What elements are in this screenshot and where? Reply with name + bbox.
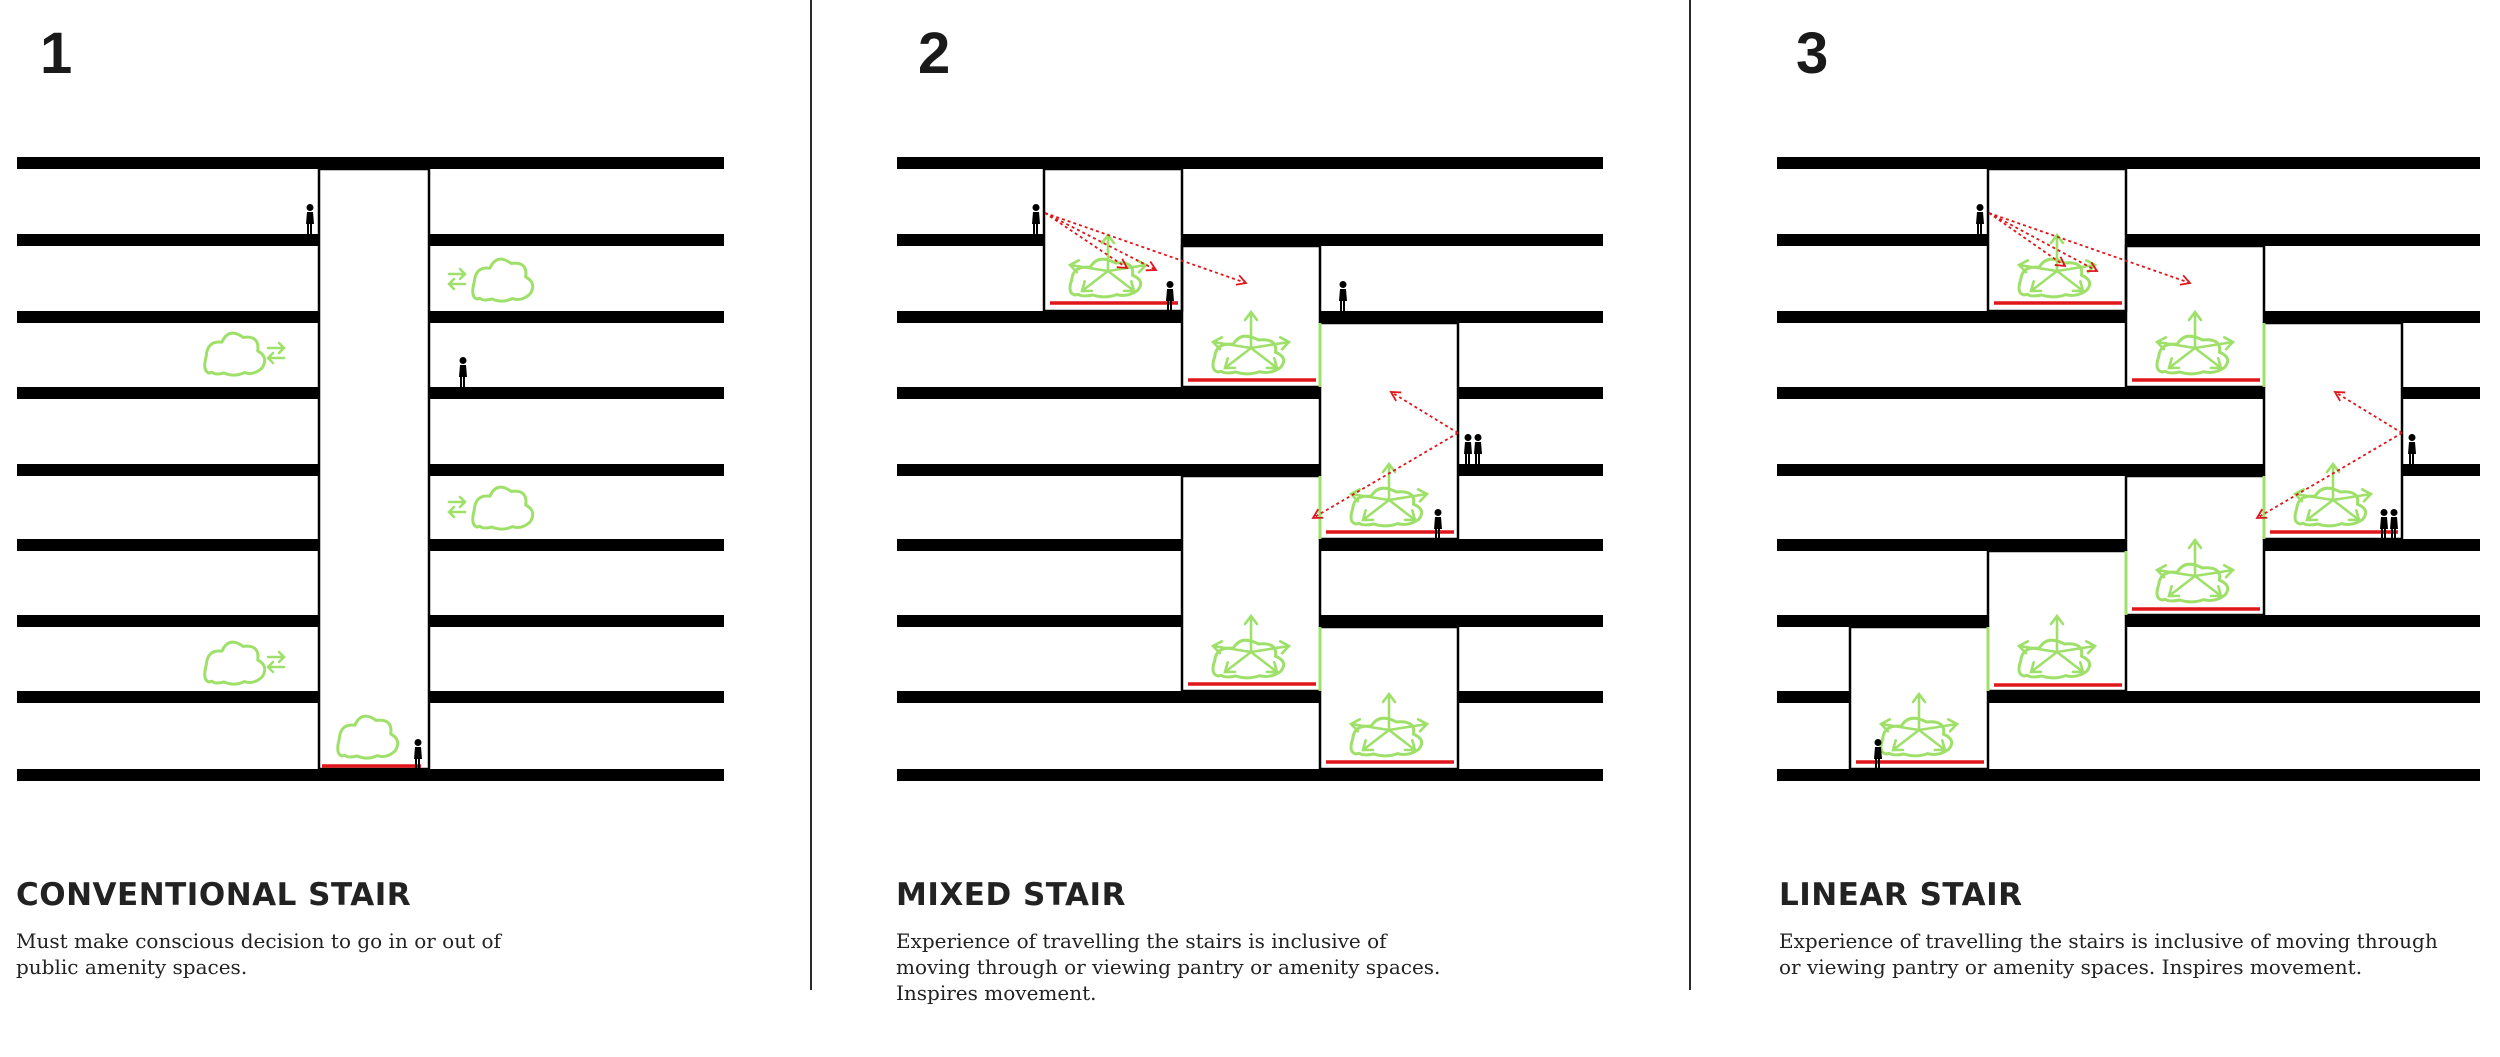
amenity-flow-arrow [2307,500,2333,520]
person-icon [1474,442,1482,464]
amenity-flow-arrow [1082,271,1108,291]
person-icon [1435,509,1442,516]
floor-slab [2126,234,2480,246]
person-icon [306,212,314,234]
panel-mixed-stair [880,0,1760,1057]
section-diagram-conventional [0,0,880,820]
stair-core-outline [1320,323,1458,539]
floor-slab [897,387,1320,399]
panel-number: 1 [40,21,73,86]
floor-slab [1777,387,2264,399]
sightline-arrowhead [2180,275,2190,284]
panel-description: Experience of travelling the stairs is inclusive of moving through or viewing pantry or amenity spaces. Inspires movement. [896,929,1441,1005]
panel-description: Must make conscious decision to go in or out of public amenity spaces. [16,929,501,979]
amenity-flow-arrow [2057,271,2083,291]
floor-slab [17,234,319,246]
amenity-flow-arrow [1251,652,1277,672]
panel-number: 2 [918,21,951,86]
amenity-flow-arrow [1389,730,1415,750]
sightline-arrowhead [1236,275,1246,284]
amenity-flow-arrow [1245,616,1257,652]
floor-slab [1320,615,1603,627]
stair-core-outline [1182,476,1320,691]
amenity-flow-arrow [2031,271,2057,291]
person-icon [2380,517,2388,539]
amenity-flow-arrow [1102,235,1114,271]
floor-slab [1777,769,2480,781]
person-icon [307,204,314,211]
floor-slab [17,691,319,703]
floor-slab [897,311,1182,323]
amenity-cloud-icon [338,716,398,758]
sightline-arrow-icon [1391,392,1458,433]
floor-slab [2264,311,2480,323]
amenity-flow-arrow [2169,576,2195,596]
person-icon [2408,442,2416,464]
amenity-flow-arrow [2195,576,2221,596]
panel-number: 3 [1796,21,1829,86]
person-icon [459,365,467,387]
amenity-flow-arrow [1225,652,1251,672]
amenity-cloud-icon [205,333,265,375]
panel-description: Experience of travelling the stairs is inclusive of moving through or viewing pantry or amenity spaces. Inspires movement. [1779,929,2438,979]
amenity-flow-arrow [1383,694,1395,730]
person-icon [1167,281,1174,288]
stair-core-outline [2264,323,2402,539]
amenity-flow-arrow [2189,312,2201,348]
floor-slab [1988,691,2480,703]
amenity-flow-arrow [1363,500,1389,520]
floor-slab [1777,691,1850,703]
amenity-flow-arrow [2333,500,2359,520]
panel-conventional-stair [0,0,880,1057]
floor-slab [1458,387,1603,399]
panel-title: MIXED STAIR [896,877,1126,913]
person-icon [2391,509,2398,516]
amenity-flow-arrow [2057,652,2083,672]
person-icon [2381,509,2388,516]
person-icon [2390,517,2398,539]
person-icon [1339,289,1347,311]
floor-slab [429,615,724,627]
amenity-flow-arrow [1383,464,1395,500]
flow-arrows-icon [449,497,465,517]
person-icon [1032,212,1040,234]
amenity-flow-arrow [1919,730,1945,750]
panel-title: CONVENTIONAL STAIR [16,877,412,913]
floor-slab [17,615,319,627]
floor-slab [897,539,1182,551]
floor-slab [2402,464,2480,476]
person-icon [1166,289,1174,311]
sightline-arrow-icon [2335,392,2402,433]
flow-arrows-icon [449,269,465,289]
floor-slab [429,691,724,703]
floor-slab [429,464,724,476]
floor-slab [2126,615,2480,627]
floor-slab [897,615,1182,627]
flow-arrows-icon [268,652,284,672]
person-icon [1033,204,1040,211]
amenity-cloud-icon [205,642,265,684]
panel-divider [1689,0,1691,990]
floor-slab [1777,311,2126,323]
section-diagram-mixed [880,0,1760,820]
floor-slab [2264,539,2480,551]
floor-slab [1320,311,1603,323]
floor-slab [897,691,1320,703]
amenity-cloud-icon [473,487,533,529]
amenity-flow-arrow [2169,348,2195,368]
person-icon [1434,517,1442,539]
floor-slab [17,539,319,551]
floor-slab [429,539,724,551]
panel-divider [810,0,812,990]
floor-slab [1777,234,1988,246]
person-icon [1976,212,1984,234]
person-icon [1977,204,1984,211]
person-icon [1475,434,1482,441]
amenity-flow-arrow [1363,730,1389,750]
amenity-cloud-icon [473,259,533,301]
floor-slab [897,769,1603,781]
person-icon [460,357,467,364]
person-icon [1874,747,1882,769]
sightline-arrow-icon [2257,433,2402,518]
amenity-flow-arrow [2031,652,2057,672]
floor-slab [2402,387,2480,399]
amenity-flow-arrow [1389,500,1415,520]
amenity-flow-arrow [2195,348,2221,368]
section-diagram-linear [1760,0,2500,820]
floor-slab [429,234,724,246]
person-icon [2409,434,2416,441]
floor-slab [1182,234,1603,246]
floor-slab [429,311,724,323]
floor-slab [17,311,319,323]
amenity-flow-arrow [2327,464,2339,500]
amenity-flow-arrow [2051,616,2063,652]
person-icon [1340,281,1347,288]
amenity-flow-arrow [1245,312,1257,348]
floor-slab [1320,539,1603,551]
floor-slab [17,769,724,781]
floor-slab [429,387,724,399]
person-icon [1875,739,1882,746]
flow-arrows-icon [268,343,284,363]
amenity-flow-arrow [2189,540,2201,576]
floor-slab [17,157,724,169]
floor-slab [1777,464,2264,476]
amenity-flow-arrow [1108,271,1134,291]
amenity-flow-arrow [1893,730,1919,750]
amenity-flow-arrow [1251,348,1277,368]
person-icon [1464,442,1472,464]
stair-core-outline [319,169,429,769]
sightline-arrow-icon [1045,213,1127,268]
amenity-flow-arrow [1225,348,1251,368]
panel-linear-stair [1760,0,2500,1057]
floor-slab [1458,464,1603,476]
floor-slab [897,464,1320,476]
floor-slab [1777,157,2480,169]
floor-slab [1777,615,1988,627]
sightline-arrow-icon [1313,433,1458,518]
amenity-flow-arrow [1913,694,1925,730]
floor-slab [17,464,319,476]
floor-slab [1458,691,1603,703]
floor-slab [17,387,319,399]
floor-slab [897,157,1603,169]
person-icon [415,739,422,746]
panel-title: LINEAR STAIR [1779,877,2023,913]
floor-slab [897,234,1044,246]
floor-slab [1777,539,2126,551]
person-icon [1465,434,1472,441]
